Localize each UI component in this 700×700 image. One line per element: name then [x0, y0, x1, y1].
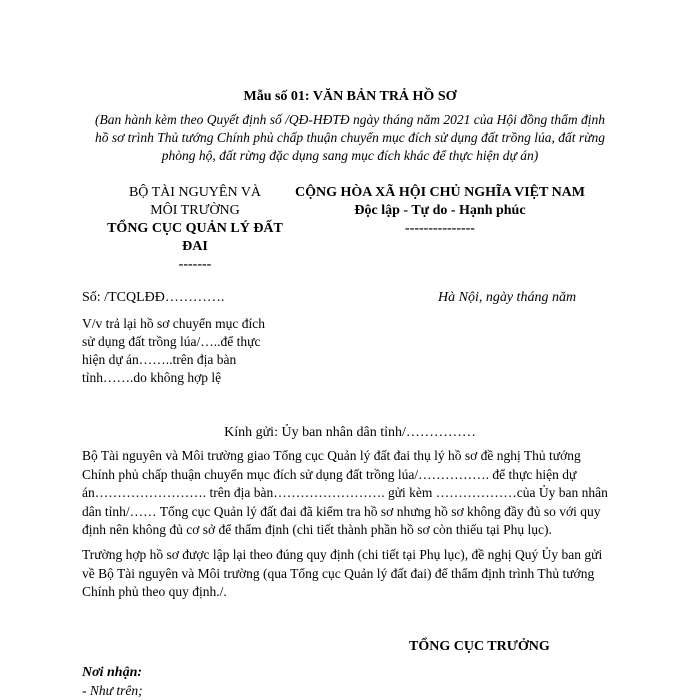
left-divider: -------: [178, 257, 212, 272]
right-divider: ---------------: [405, 221, 475, 236]
issuing-agency: [95, 184, 295, 274]
receivers-label: Nơi nhận:: [82, 665, 143, 680]
place-date: Hà Nội, ngày tháng năm: [438, 290, 577, 305]
signer-title: TỔNG CỤC TRƯỞNG: [409, 639, 550, 654]
paragraph-line: Bộ Tài nguyên và Môi trường giao Tổng cục Quản lý đất đai thụ lý hồ sơ đề nghị Thủ tướng: [82, 448, 581, 463]
form-note-line: phòng hộ, đất rừng đặc dụng sang mục đích khác để thực hiện dự án): [161, 148, 539, 163]
recipient: Kính gửi: Ủy ban nhân dân tỉnh/……………: [224, 425, 476, 440]
subject-line: hiện dự án……..trên địa bàn: [82, 352, 237, 367]
subject-line: sử dụng đất trồng lúa/…..để thực: [82, 334, 261, 349]
paragraph-line: dân tỉnh/…… Tổng cục Quản lý đất đai đã kiểm tra hồ sơ nhưng hồ sơ không đầy đủ so với quy: [82, 503, 601, 519]
form-note: [60, 111, 640, 165]
department-name: TỔNG CỤC QUẢN LÝ ĐẤT: [107, 221, 283, 236]
subject: [82, 315, 302, 387]
form-title: Mẫu số 01: VĂN BẢN TRẢ HỒ SƠ: [243, 89, 457, 104]
receivers-item: - Như trên;: [82, 683, 143, 698]
paragraph-line: định nên không đủ cơ sở để thẩm định (chi tiết thành phần hồ sơ còn thiếu tại Phụ lục).: [82, 522, 552, 537]
motto: Độc lập - Tự do - Hạnh phúc: [354, 203, 526, 218]
department-name: ĐAI: [182, 239, 208, 254]
ministry-name: MÔI TRƯỜNG: [150, 203, 240, 218]
document-number: Số: /TCQLĐĐ………….: [82, 290, 225, 305]
paragraph-line: Chính phủ chấp thuận chuyển mục đích sử dụng đất trồng lúa/……………. để thực hiện dự: [82, 466, 577, 482]
national-header: [270, 184, 610, 238]
subject-line: tỉnh…….do không hợp lệ: [82, 370, 222, 385]
paragraph-line: Chính phủ theo quy định./.: [82, 584, 227, 599]
form-note-line: (Ban hành kèm theo Quyết định số /QĐ-HĐTĐ ngày tháng năm 2021 của Hội đồng thẩm định: [95, 112, 605, 127]
ministry-name: BỘ TÀI NGUYÊN VÀ: [128, 185, 262, 200]
body-paragraph-1: [82, 447, 624, 540]
paragraph-line: Trường hợp hồ sơ được lập lại theo đúng quy định (chi tiết tại Phụ lục), đề nghị Quý Ủy ban gửi: [82, 547, 603, 562]
paragraph-line: án……………………. trên địa bàn……………………. gửi kèm ………………của Ủy ban nhân: [82, 485, 608, 500]
subject-line: V/v trả lại hồ sơ chuyển mục đích: [82, 316, 265, 331]
form-note-line: hồ sơ trình Thủ tướng Chính phủ chấp thuận chuyển mục đích sử dụng đất trồng lúa, đất rừng: [94, 130, 606, 145]
nation-name: CỘNG HÒA XÃ HỘI CHỦ NGHĨA VIỆT NAM: [294, 185, 585, 200]
body-paragraph-2: [82, 546, 624, 602]
paragraph-line: về Bộ Tài nguyên và Môi trường (qua Tổng cục Quản lý đất đai) để thẩm định trình Thủ tướng: [82, 565, 595, 581]
